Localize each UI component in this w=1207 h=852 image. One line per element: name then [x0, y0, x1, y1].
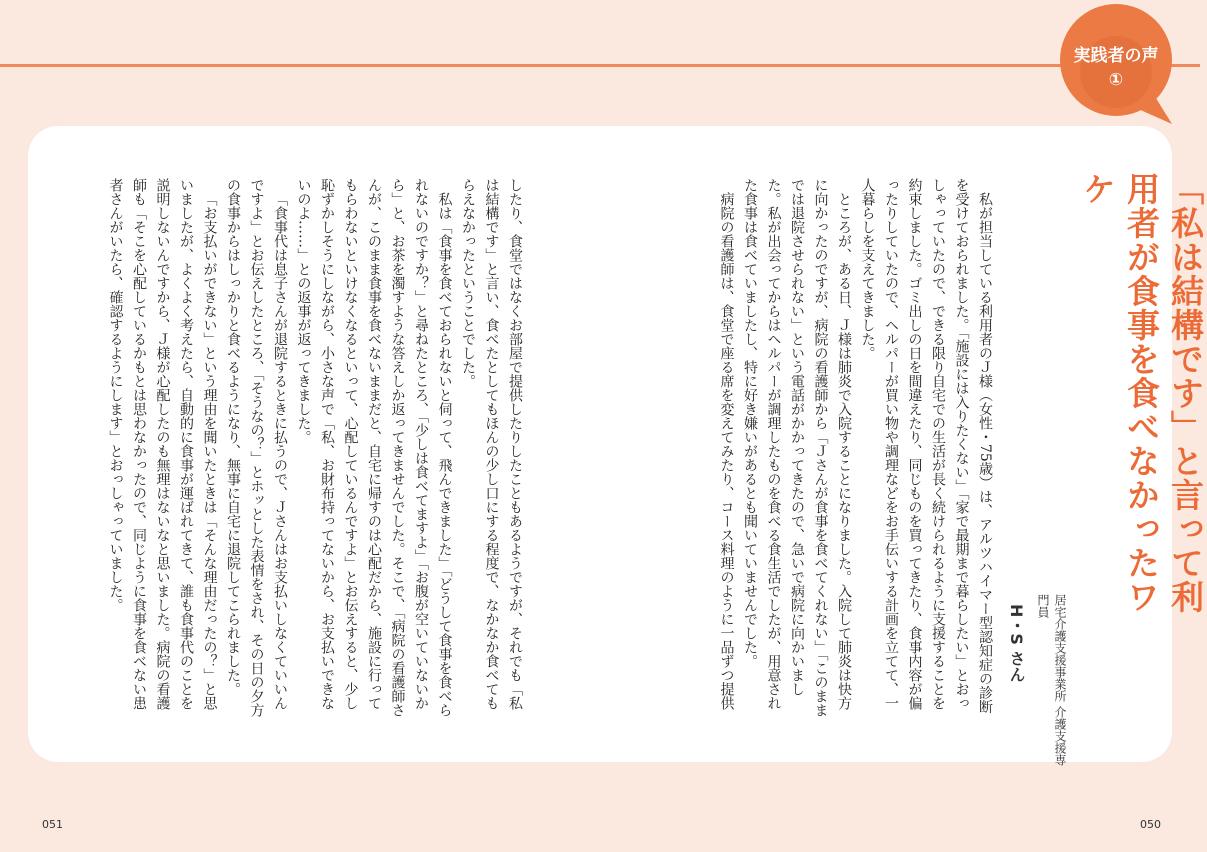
paragraph: ところが、ある日、Ｊ様は肺炎で入院することになりました。入院して肺炎は快方に向かったのですが、病院の看護師から「Ｊさんが食事を食べてくれない」「このままでは退院させられない」という電話がかかってきたので、急いで病院に向かいました。私が出会ってからはヘルパーが調理したものを食べる食生活でしたが、用意された食事は食べていましたし、特に好き嫌いがあるとも聞いていませんでした。 [742, 178, 852, 717]
page-number-right: 050 [1140, 818, 1161, 831]
paragraph: したり、食堂ではなくお部屋で提供したりしたこともあるようですが、それでも「私は結構です」と言い、食べたとしてもほんの少し口にする程度で、なかなか食べてもらえなかったということでした。 [460, 178, 523, 710]
author-name: H・S さん [1007, 604, 1026, 683]
section-badge [1056, 0, 1176, 120]
article-title: 「私は結構です」と言って利用者が食事を食べなかったワケ [1078, 172, 1205, 614]
paragraph: 「食事代は息子さんが退院するときに払うので、Ｊさんはお支払いしなくていいんですよ」とお伝えしたところ、「そうなの？」とホッとした表情をされ、その日の夕方の食事からはしっかりと食べるようになり、無事に自宅に退院してこられました。 [225, 178, 288, 717]
paragraph: 「お支払いができない」という理由を聞いたときは「そんな理由だったの？」と思いましたが、よくよく考えたら、自動的に食事が運ばれてきて、誰も食事代のことを説明しないんですから、Ｊ様が心配したのも無理はないなと思いました。病院の看護師も「そこを心配しているかもとは思わなかったので、同じように食事を食べない患者さんがいたら、確認するようにします」とおっしゃっていました。 [107, 178, 218, 710]
paragraph: 病院の看護師は、食堂で座る席を変えてみたり、コース料理のように一品ずつ提供 [718, 192, 735, 710]
badge-label: 実践者の声 ① [1073, 46, 1159, 90]
author-organization: 居宅介護支援事業所 介護支援専門員 [1036, 594, 1067, 766]
header-rule [0, 64, 1200, 67]
page-number-left: 051 [42, 818, 63, 831]
paragraph: 私は「食事を食べておられないと伺って、飛んできました」「どうして食事を食べられないのですか？」と尋ねたところ、「少しは食べてますよ」「お腹が空いていないから」と、お茶を濁すような答えしか返ってきませんでした。そこで、「病院の看護師さんが、このまま食事を食べないままだと、自宅に帰すのは心配だから、施設に行ってもらわないといけなくなるといって、心配しているんですよ」とお伝えすると、少し恥ずかしそうにしながら、小さな声で「私、お財布持ってないから、お支払いできないのよ……」との返事が返ってきました。 [295, 178, 453, 717]
body-column-right [660, 178, 996, 718]
paragraph: 私が担当している利用者のＪ様（女性・75歳）は、アルツハイマー型認知症の診断を受けておられました。「施設には入りたくない」「家で最期まで暮らしたい」とおっしゃっていたので、できる限り自宅での生活が長く続けられるように支援することを約束しました。ゴミ出しの日を間違えたり、同じものを買ってきたり、食事内容が偏ったりしていたので、ヘルパーが買い物や調理などをお手伝いする計画を立てて、一人暮らしを支えてきました。 [859, 178, 993, 714]
body-column-left [56, 178, 526, 718]
